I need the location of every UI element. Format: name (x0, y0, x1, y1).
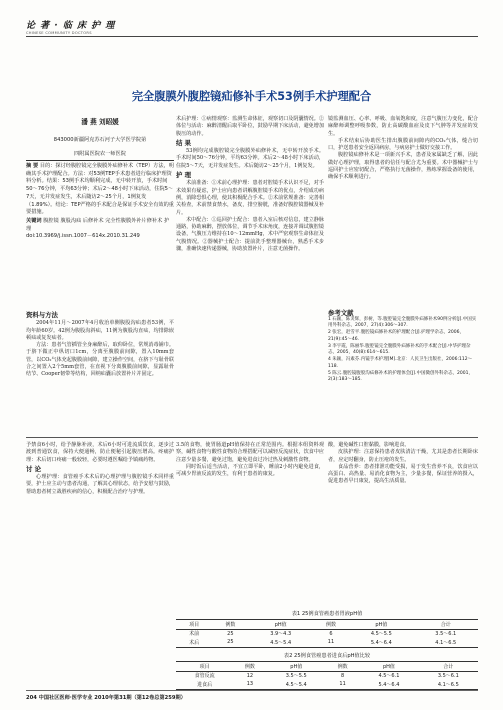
table-cell: 25 (227, 630, 234, 637)
table-row (176, 680, 478, 689)
article-separator (26, 437, 478, 438)
paragraph: 2004年11月～2007年4月收治单侧腹股沟疝患者53例，平均年龄60岁。42例为腹股沟斜疝，11例为腹股沟直疝，均排除嵌顿疝或复发疝者。 (26, 320, 174, 341)
paragraph: 3.5的食物，使胃肠道pH值保持在正常范围内。根据本组资料观察，碱性食物与酸性食物的合理搭配可以减轻反流症状，饮食中应注意少量多餐，避免过饱，避免进食过冷过热及刺激性食物。 (176, 442, 324, 463)
table-cell: 4.1～6.5 (437, 681, 459, 688)
table-2-caption: 表2 25例食管癌患者进食后pH值比较 (283, 653, 371, 659)
reference-item: 1 石颖，陈炎辉，彭树，等.腹腔镜完全腹膜外疝修补术90例分析[J].中国实用外科杂志，2007，27(4):306～307. (328, 316, 477, 329)
keywords-text: 腹腔镜 腹股沟疝 后修补术 完全性腹膜外补片修补术 护理 (26, 217, 170, 232)
paragraph: 术后护理：①病情观察：监测生命体征，观察切口及阴囊情况。②体位与活动：麻醉清醒后取平卧位，鼓励早期下床活动，避免增加腹压的动作。 (176, 116, 324, 137)
section-title-nursing: 护 理 (176, 171, 192, 180)
article-title: 完全腹膜外腹腔镜疝修补手术53例手术护理配合 (131, 90, 372, 103)
table-row (176, 638, 478, 647)
table-header-cell: 项目 (189, 621, 200, 628)
abstract-box (26, 163, 174, 241)
paragraph: 53例均完成腹腔镜完全腹膜外疝修补术，无中转开放手术。手术时间50～76分钟，平均63分钟。术后2～48小时下床活动，住院5～7天，无并发症发生。术后随访2～25个月，1例复发。 (176, 148, 324, 169)
paragraph: 术前准备：①术前心理护理：患者对腔镜手术认识不足，对手术效果有疑虑，护士应向患者讲解腹腔镜手术的优点，介绍成功病例，消除恐惧心理，使其积极配合手术。②术前常规准备：完善相关检查，术前禁食禁水，备皮，排空膀胱，准备好腹腔镜器械及补片。 (176, 180, 324, 216)
table-header-cell: 例数 (337, 663, 348, 670)
table-cell: 25 (227, 639, 234, 646)
abstract-text: 目的：探讨经腹腔镜完全腹膜外疝修补术（TEP）方法，明确其手术护理配合。方法：对53例TEP手术患者进行临床护理资料分析。结果：53例手术均顺利完成，无中转开放，手术时间50～76分钟，平均63分钟；术后2～48小时下床活动，住院5～7天，无并发症发生，术后随访2～25个月，1例复发（1.89%）。结论：TEP严格的手术配合是保证手术安全有效的重要措施。 (26, 163, 174, 216)
table-cell: 4.5～6.1 (378, 673, 400, 680)
table-cell: 8 (341, 672, 345, 679)
column-title: 论 著 · 临 床 护 理 (26, 21, 116, 31)
footer-rule (26, 690, 478, 691)
table-header-cell: 例数 (225, 621, 236, 628)
section-title-discussion: 讨 论 (26, 464, 42, 473)
bottom-right-column (328, 442, 478, 486)
references-title: 参考文献 (328, 309, 354, 317)
reference-item: 3 李宇霞，陈丽华.腹腔镜完全腹膜外疝修补术的手术配合[J].中华护理杂志，2005，40(8):614～615. (328, 343, 471, 356)
page-footer: 204 中国社区医师·医学专业 2010年第31期（第12卷总第259期） (26, 695, 186, 701)
table-cell: 术后 (189, 639, 200, 646)
paragraph: 术中配合：①巡回护士配合：患者入室后核对信息，建立静脉通路，协助麻醉，摆放体位，调节手术床角度，连接并调试腹腔镜设备，气腹压力维持在10～12mmHg，术中严密观察生命体征及气腹情况。②器械护士配合：提前洗手整理器械台，熟悉手术步骤，准确快速传递器械，协助放置补片，注意无菌操作。 (176, 216, 324, 253)
paragraph: 手术结束后协助医生排出腹膜前间隙内的CO₂气体，缝合切口，护送患者安全返回病房，与病房护士做好交接工作。 (328, 137, 478, 152)
table-header-cell: 例数 (244, 663, 255, 670)
table-cell: 11 (339, 681, 346, 688)
reference-item: 2 张宏，赵雪平.腹腔镜疝修补术的护理配合[J].护理学杂志，2006，21(9):45～46. (328, 330, 464, 342)
paragraph: 予禁食6小时，给予静脉补液，术后6小时可进流质饮食，逐步过渡到普通饮食，保持大便通畅，防止便秘引起腹压增高。疼痛护理：术后切口疼痛一般较轻，必要时遵医嘱给予镇痛药物。 (26, 442, 174, 463)
table-cell: 11 (327, 639, 335, 646)
author-block (26, 116, 174, 158)
table-cell: 术前 (189, 631, 200, 638)
table-cell: 4.5～5.4 (285, 681, 307, 688)
abstract-label: 摘 要 (26, 163, 39, 169)
table-cell: 6 (329, 630, 333, 637)
paragraph: 镜监测血压、心率、呼吸、血氧饱和度，注意气腹压力变化，配合麻醉师调整呼吸参数，防止高碳酸血症及皮下气肿等并发症的发生。 (328, 116, 478, 137)
table-header-cell: pH值 (382, 663, 395, 670)
paragraph: 方法：患者气管插管全身麻醉后，取仰卧位，常规消毒铺巾。于脐下做正中纵切口1cm，分离至腹膜前间隙，置入10mm套管，以CO₂气体充起腹膜前间隙，建立操作空间，在脐下与耻骨联合之间置入2个5mm套管，在直视下分离腹膜前间隙，显露耻骨结节、Cooper韧带等结构，回纳疝囊后放置补片并固定。 (26, 342, 174, 378)
abstract-rule-top (26, 160, 174, 161)
doi: doi:10.3969/j.issn.1007－614x.2010.31.249 (26, 233, 140, 240)
section-title-materials: 资料与方法 (26, 311, 58, 319)
table-2 (176, 652, 478, 690)
table-header-cell: pH值 (274, 621, 287, 628)
table-cell: 食管反流 (194, 673, 215, 680)
table-1-caption: 表1 25例食管癌患者胃液pH值 (291, 611, 363, 617)
section-title-results: 结 果 (176, 138, 192, 147)
table-cell: 4.5～5.4 (270, 639, 292, 646)
table-cell: 3.5～5.5 (285, 673, 307, 680)
table-cell: 5.4～6.4 (378, 681, 400, 688)
table-header-cell: 合计 (443, 663, 454, 670)
reference-item: 5 陈云.腹腔镜腹股沟疝修补术的护理体会[J].中国微创外科杂志，2001，2(3):183～185. (328, 370, 473, 383)
table-cell: 4.1～6.5 (435, 639, 457, 646)
paragraph: 酸，避免碱性口腔黏膜，影响进食。 (328, 442, 410, 448)
bottom-left-column (26, 442, 174, 496)
table-cell: 4.5～5.5 (370, 631, 392, 638)
affiliation-line-2: 四附属医院农一师医院 (74, 151, 126, 157)
table-header-cell: 例数 (325, 621, 336, 628)
table-header-cell: 项目 (199, 663, 210, 670)
paragraph: 同时饭后适当活动，不宜立即平卧，睡前2小时内避免进食，可减少胃液反流的发生，有利于患者的康复。 (176, 463, 324, 478)
authors: 潘 燕 刘昭媛 (81, 118, 119, 126)
affiliation-line-1: 843000新疆阿克苏石河子大学医学院第 (53, 137, 147, 143)
paragraph: 腹腔镜疝修补术是一项新兴手术，患者及家属缺乏了解，因此做好心理护理，取得患者的信任与配合尤为重要。术中器械护士与巡回护士应密切配合，严格执行无菌操作，熟练掌握设备的使用，确保手术顺利进行。 (328, 152, 478, 181)
middle-column-body (176, 116, 324, 253)
table-header-cell: pH值 (375, 621, 388, 628)
paragraph: 心理护理：食管癌手术术后的心理护理与腹腔镜手术同样重要，护士应主动与患者沟通，了解其心理状态，给予安慰与鼓励，帮助患者树立战胜疾病的信心，积极配合治疗与护理。 (26, 474, 174, 495)
left-column-body (26, 310, 174, 379)
table-header-cell: 合计 (440, 621, 451, 628)
reference-item: 4 朱颖，冯素芬.内镜手术护理[M].北京：人民卫生出版社，2006:112～118. (328, 357, 473, 369)
references (328, 308, 478, 384)
table-header-cell: pH值 (290, 663, 303, 670)
table-cell: 13 (246, 681, 254, 688)
table-cell: 12 (246, 672, 254, 679)
paragraph: 食品营养：患者排泄功能受损，易于发生营养不良，饮食应以高蛋白、高热量、易消化食物为主，少量多餐，保证营养的摄入，促进患者早日康复，提高生活质量。 (328, 463, 478, 485)
table-cell: 5.4～6.4 (370, 639, 392, 646)
table-1 (176, 610, 478, 648)
bottom-middle-column (176, 442, 324, 478)
keywords-label: 关键词 (26, 217, 42, 224)
paragraph: 皮肤护理：注意保持患者皮肤清洁干燥，尤其是患者长期卧床者，应定时翻身，防止压疮的发生。 (328, 449, 478, 463)
right-column-body (328, 116, 478, 182)
table-cell: 进食后 (197, 681, 213, 688)
column-subtitle: CHINESE COMMUNITY DOCTORS (26, 31, 92, 35)
table-row (176, 671, 478, 680)
table-row (176, 629, 478, 638)
header-rule (26, 36, 478, 37)
table-cell: 3.5～6.1 (435, 631, 457, 638)
table-cell: 3.9～4.3 (270, 631, 292, 638)
table-cell: 3.5～6.1 (437, 673, 459, 680)
